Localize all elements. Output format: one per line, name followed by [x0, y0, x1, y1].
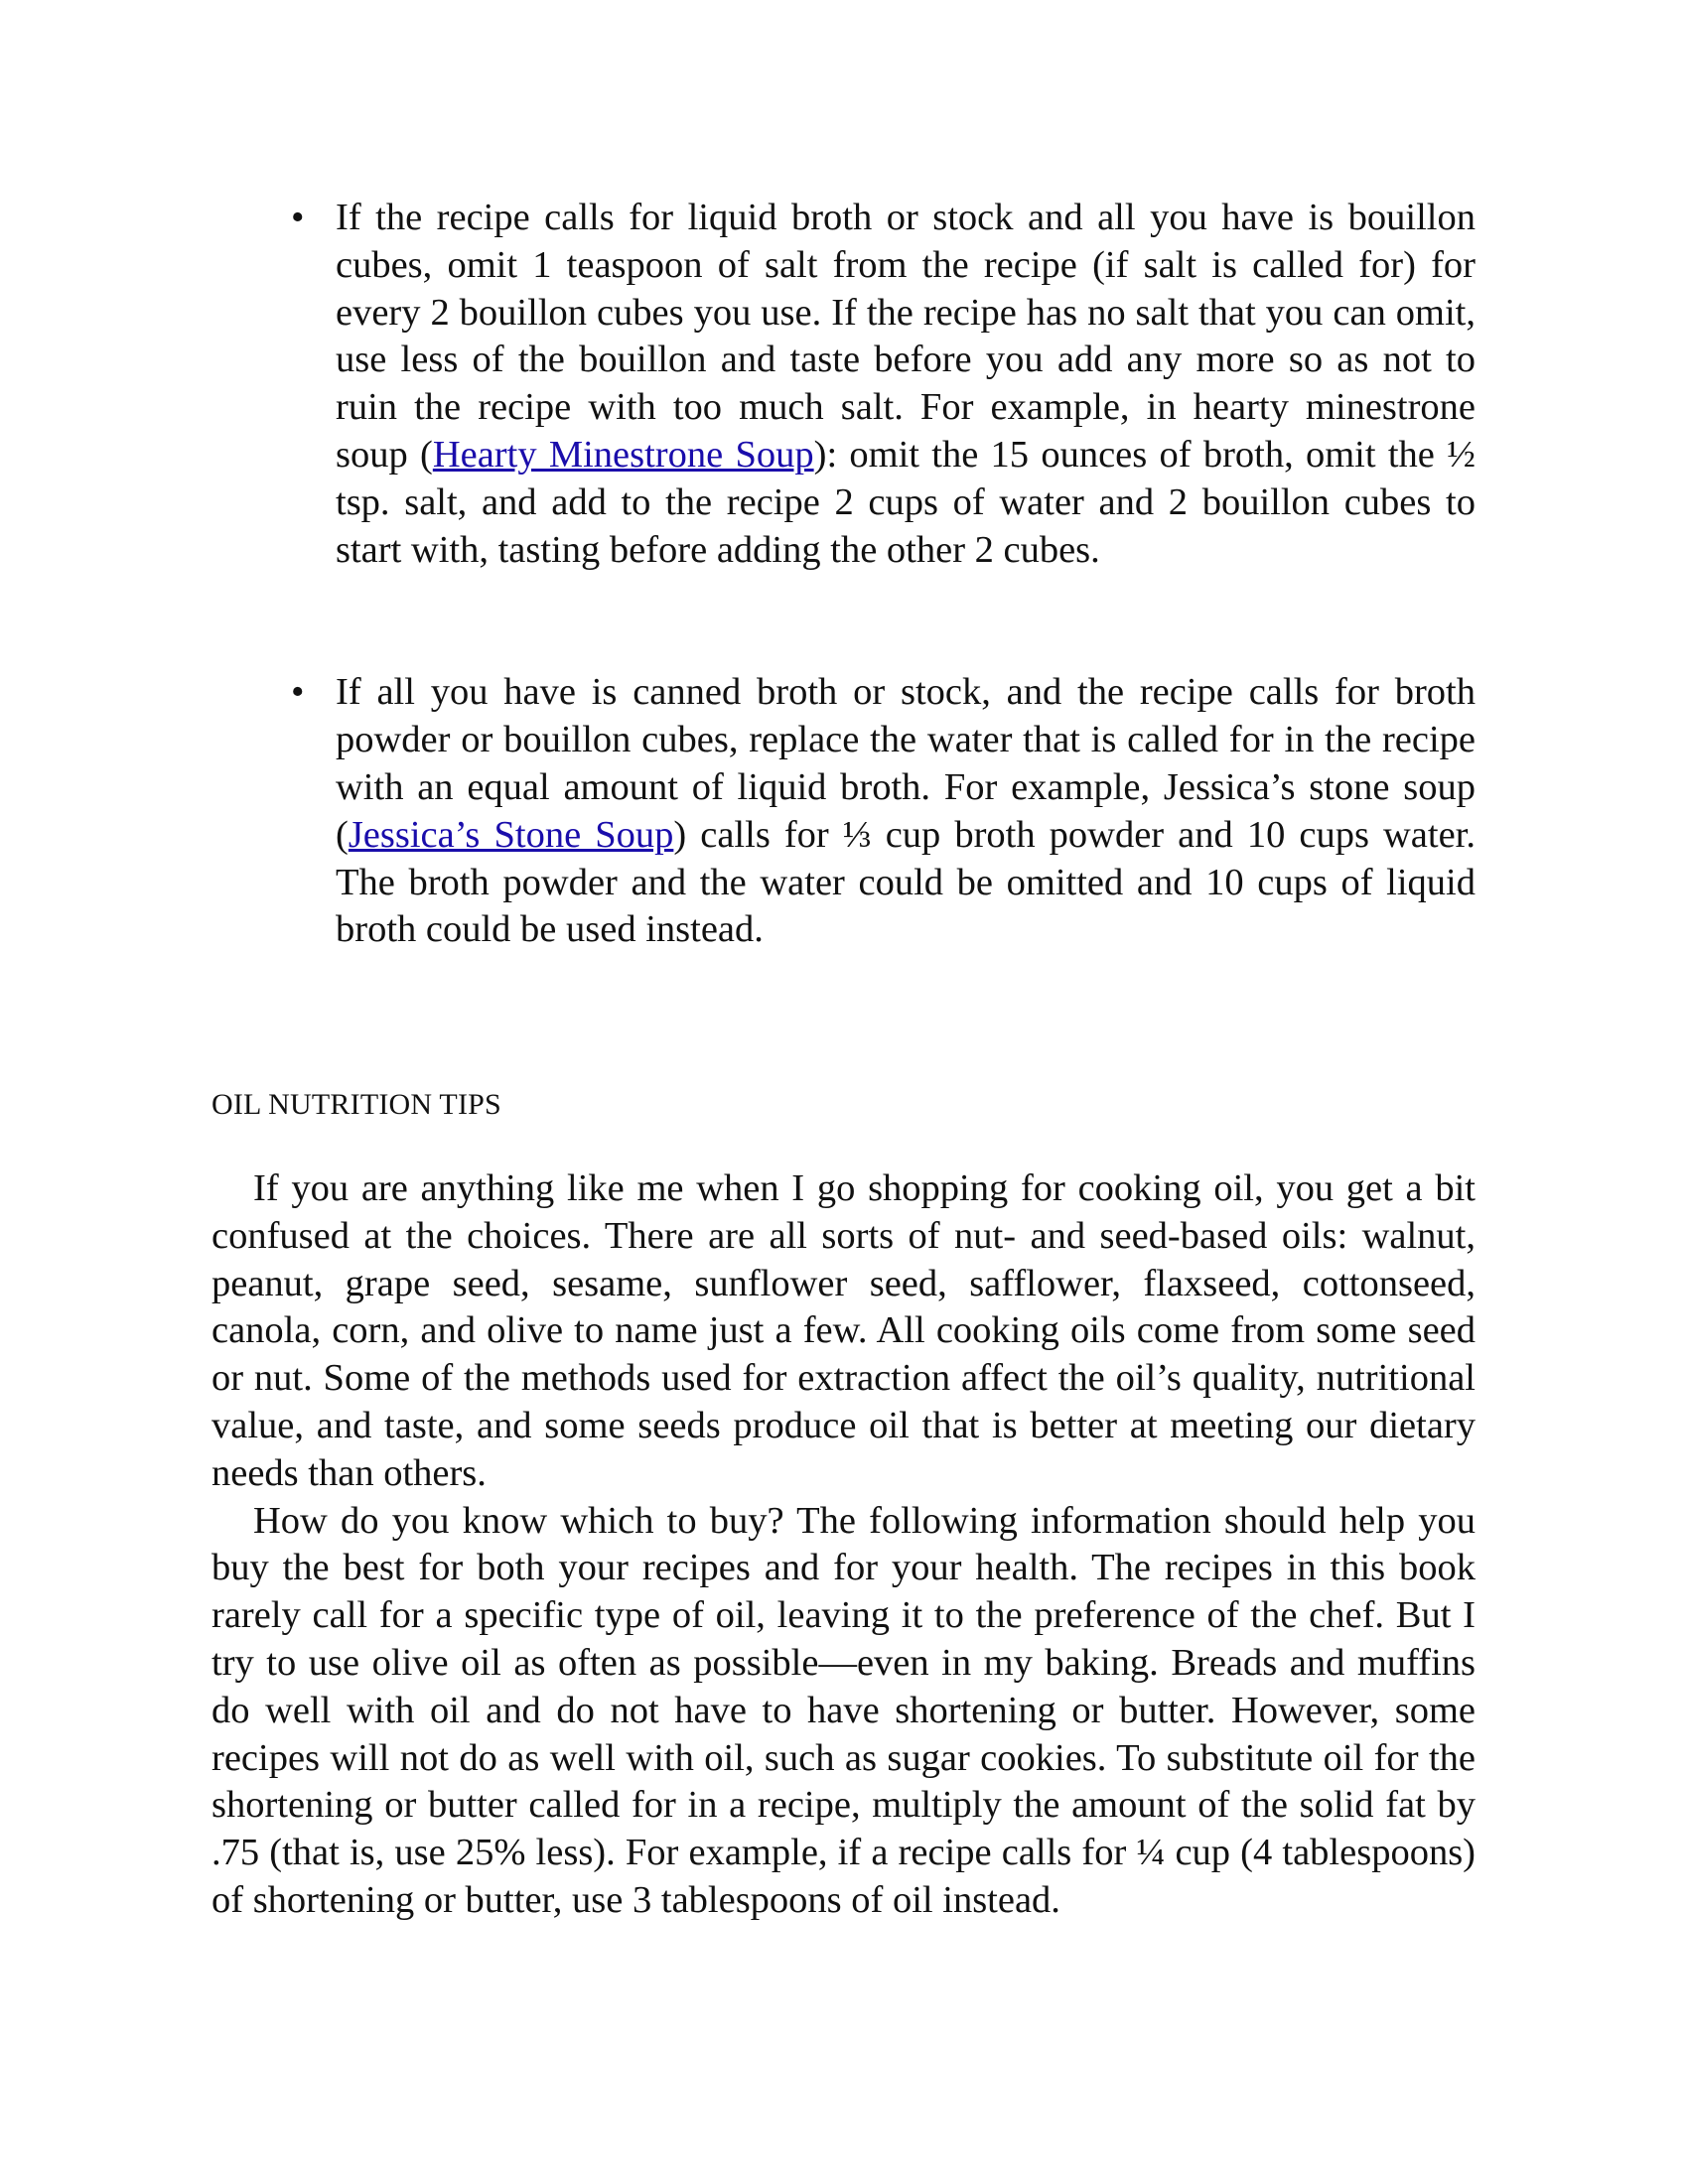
bullet-item-bouillon-cubes	[291, 195, 1476, 574]
paragraph-cooking-oil-choices: If you are anything like me when I go shopping for cooking oil, you get a bit confused at the choices. There are all sorts of nut- and seed-based oils: walnut, peanut, grape seed, sesame, sunflower seed, safflower, flaxseed, cottonseed, canola, corn, and olive to name just a few. All cooking oils come from some seed or nut. Some of the methods used for extraction affect the oil’s quality, nutritional value, and taste, and some seeds produce oil that is better at meeting our dietary needs than others.	[211, 1167, 1476, 1494]
bullet-text-continued: ) calls for ⅓ cup broth powder and 10 cups water. The broth powder and the water could be omitted and 10 cups of liquid broth could be used instead.	[336, 813, 1476, 951]
body-text	[211, 1165, 1476, 1925]
link-hearty-minestrone-soup[interactable]: Hearty Minestrone Soup	[432, 433, 814, 476]
bullet-text: If all you have is canned broth or stock, and the recipe calls for broth powder or bouillon cubes, replace the water that is called for in the recipe with an equal amount of liquid broth. For example, Jessica’s stone soup (	[336, 671, 1476, 856]
bullet-marker: •	[291, 197, 305, 238]
bullet-item-canned-broth	[291, 669, 1476, 954]
link-jessicas-stone-soup[interactable]: Jessica’s Stone Soup	[348, 813, 674, 856]
paragraph-which-to-buy: How do you know which to buy? The following information should help you buy the best for both your recipes and for your health. The recipes in this book rarely call for a specific type of oil, leaving it to the preference of the chef. But I try to use olive oil as often as possible—even in my baking. Breads and muffins do well with oil and do not have to have shortening or butter. However, some recipes will not do as well with oil, such as sugar cookies. To substitute oil for the shortening or butter called for in a recipe, multiply the amount of the solid fat by .75 (that is, use 25% less). For example, if a recipe calls for ¼ cup (4 tablespoons) of shortening or butter, use 3 tablespoons of oil instead.	[211, 1499, 1476, 1921]
bullet-list	[291, 195, 1476, 954]
bullet-text-continued: ): omit the 15 ounces of broth, omit the ½ tsp. salt, and add to the recipe 2 cups of water and 2 bouillon cubes to start with, tasting before adding the other 2 cubes.	[336, 433, 1477, 571]
bullet-text: If the recipe calls for liquid broth or stock and all you have is bouillon cubes, omit 1 teaspoon of salt from the recipe (if salt is called for) for every 2 bouillon cubes you use. If the recipe has no salt that you can omit, use less of the bouillon and taste before you add any more so as not to ruin the recipe with too much salt. For example, in hearty minestrone soup (	[336, 197, 1476, 476]
section-heading: OIL NUTRITION TIPS	[211, 1088, 501, 1121]
bullet-marker: •	[291, 671, 305, 714]
